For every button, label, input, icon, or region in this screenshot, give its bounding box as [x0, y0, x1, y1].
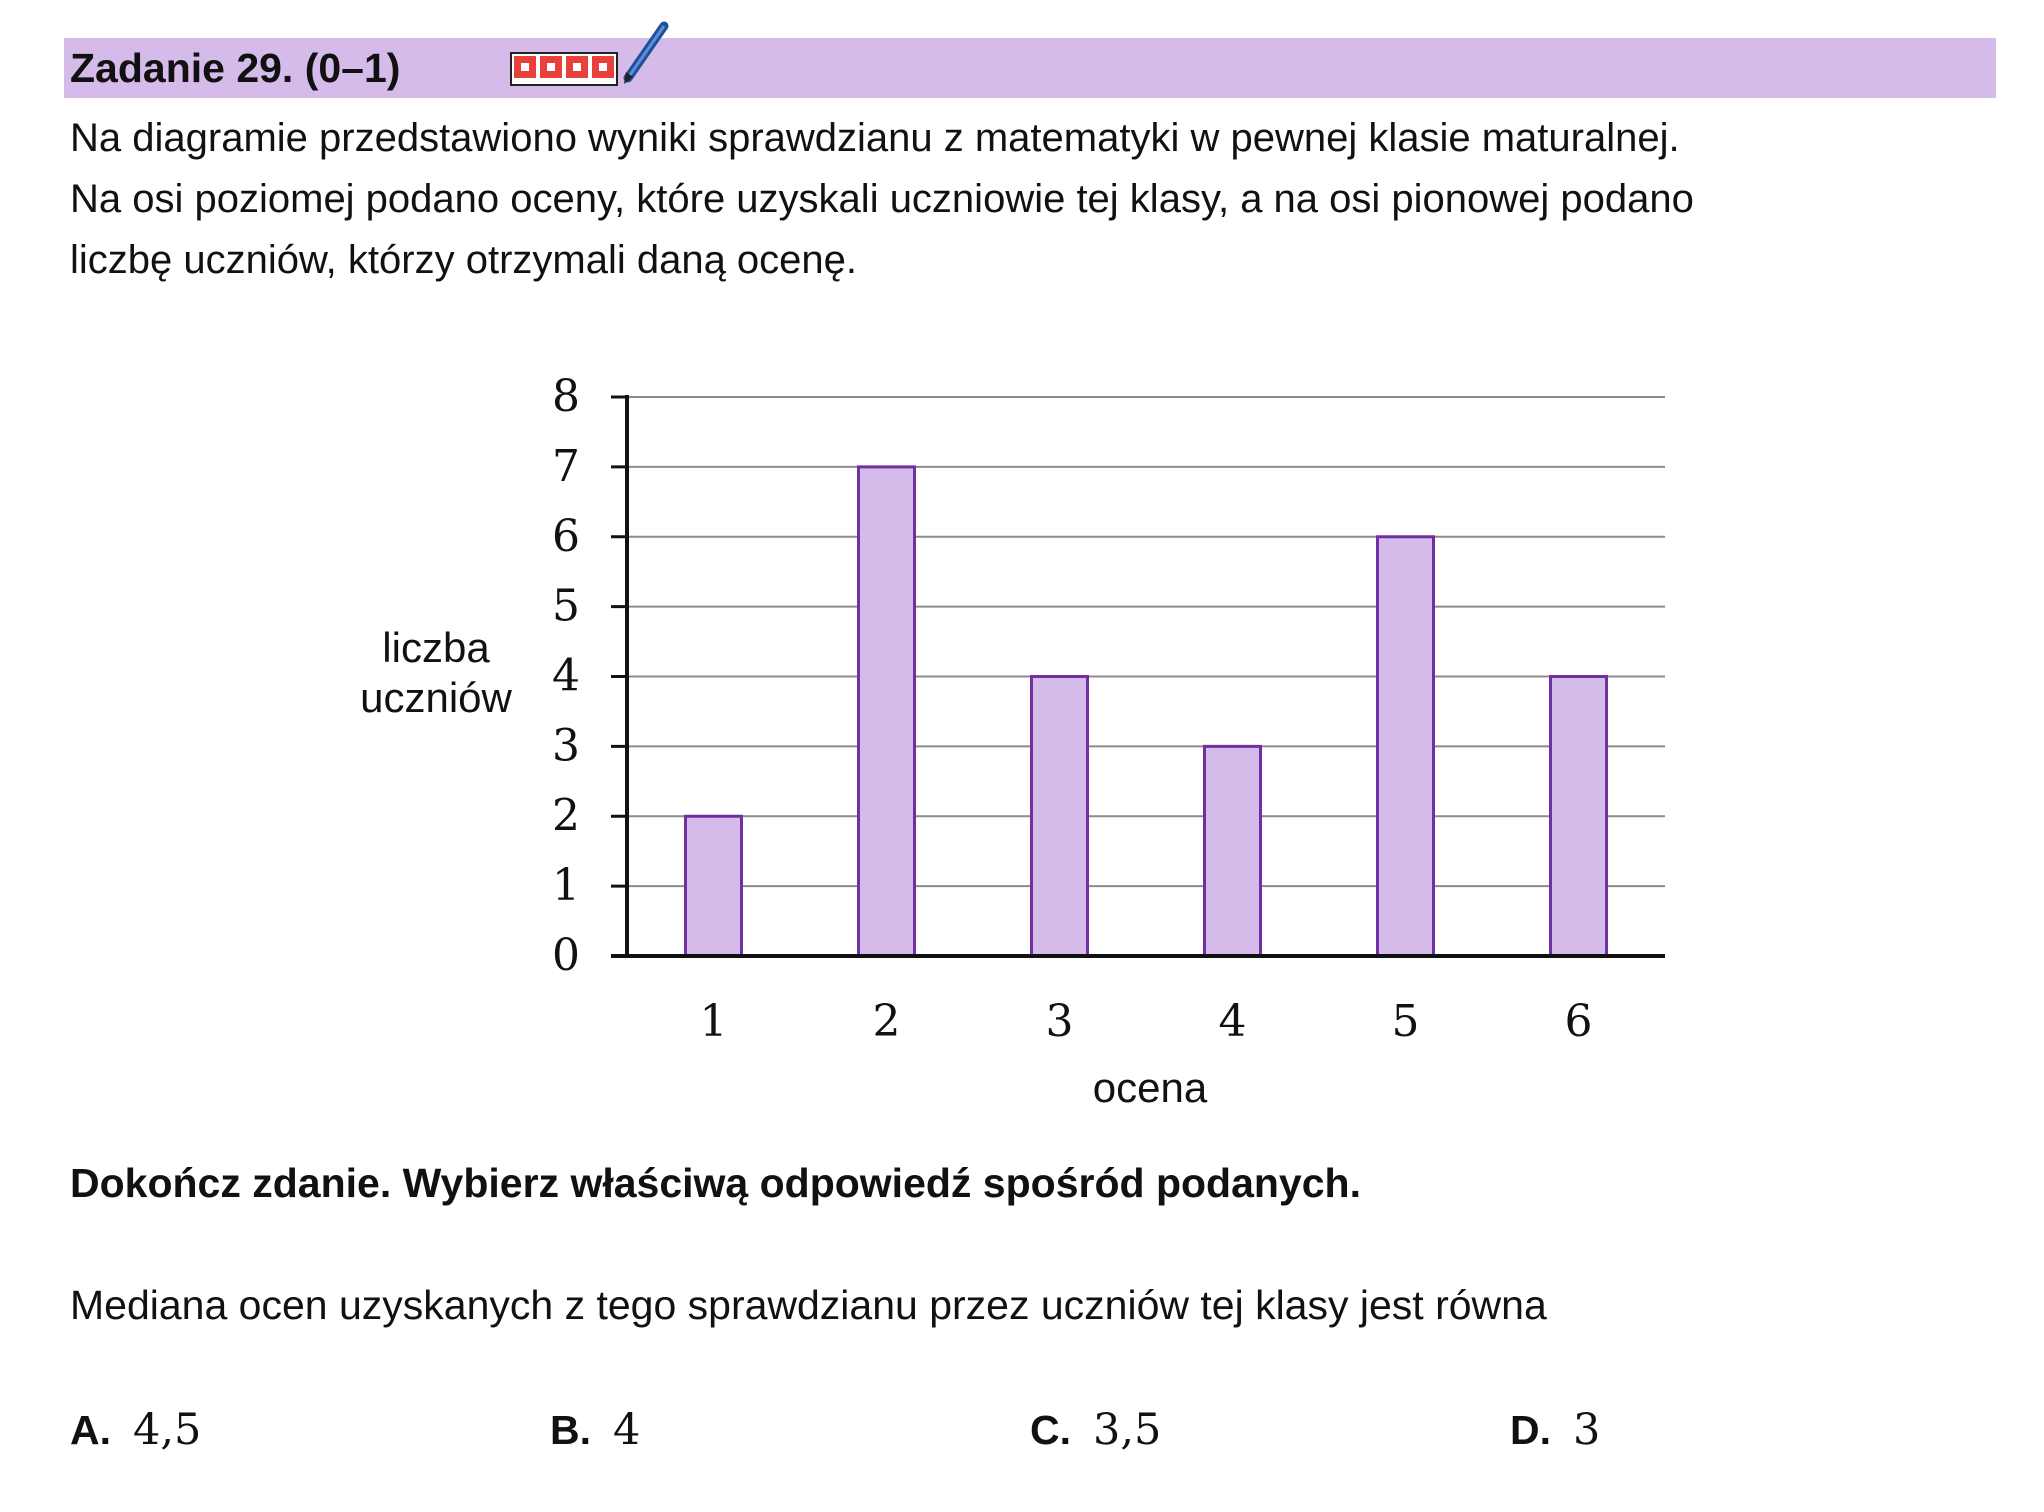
chart-bar	[1551, 677, 1607, 957]
intro-line: Na osi poziomej podano oceny, które uzyskali uczniowie tej klasy, a na osi pionowej podano	[70, 177, 1694, 221]
y-axis-label: uczniów	[360, 674, 512, 721]
answer-option-b[interactable]	[550, 1405, 640, 1455]
y-axis-label: liczba	[382, 624, 490, 671]
score-checkbox-icon[interactable]	[592, 56, 614, 78]
score-checkbox-icon[interactable]	[540, 56, 562, 78]
y-tick-label: 7	[552, 440, 580, 492]
x-tick-label: 6	[1564, 996, 1593, 1047]
y-tick-label: 8	[552, 371, 580, 422]
chart-gridlines	[627, 397, 1665, 886]
chart-bar	[1032, 677, 1088, 957]
answer-letter: D.	[1510, 1407, 1551, 1453]
y-tick-label: 1	[552, 860, 580, 912]
x-tick-label: 2	[872, 996, 901, 1047]
y-tick-label: 5	[552, 580, 580, 632]
intro-line: liczbę uczniów, którzy otrzymali daną ocenę.	[70, 238, 858, 282]
pencil-icon	[620, 20, 670, 86]
x-tick-label: 4	[1218, 996, 1247, 1047]
answer-value: 4	[613, 1405, 641, 1455]
task-intro	[70, 108, 2010, 291]
answer-value: 3,5	[1093, 1405, 1162, 1455]
chart-bars	[686, 467, 1607, 956]
answer-options	[0, 1405, 2044, 1475]
y-tick-label: 2	[552, 790, 580, 842]
x-tick-label: 3	[1045, 996, 1074, 1047]
answer-option-c[interactable]	[1030, 1405, 1161, 1455]
x-tick-label: 5	[1391, 996, 1420, 1047]
score-checkbox-group[interactable]	[510, 52, 618, 86]
score-checkbox-icon[interactable]	[514, 56, 536, 78]
x-axis-label: ocena	[1092, 1064, 1208, 1111]
y-tick-label: 0	[552, 930, 580, 981]
instruction-text: Dokończ zdanie. Wybierz właściwą odpowiedź spośród podanych.	[70, 1160, 1361, 1206]
answer-value: 4,5	[133, 1405, 202, 1455]
y-tick-label: 4	[552, 650, 580, 702]
y-tick-label: 3	[552, 720, 580, 772]
answer-option-d[interactable]	[1510, 1405, 1600, 1455]
chart-bar	[1378, 537, 1434, 956]
chart-labels	[360, 371, 1592, 1111]
x-tick-label: 1	[699, 996, 728, 1047]
chart-axes	[611, 395, 1665, 958]
chart-bar	[686, 816, 742, 956]
intro-line: Na diagramie przedstawiono wyniki sprawdzianu z matematyki w pewnej klasie maturalnej.	[70, 116, 1680, 160]
question-text: Mediana ocen uzyskanych z tego sprawdzianu przez uczniów tej klasy jest równa	[70, 1282, 1547, 1328]
y-tick-label: 6	[552, 510, 580, 562]
chart-bar	[859, 467, 915, 956]
answer-letter: A.	[70, 1407, 111, 1453]
answer-letter: C.	[1030, 1407, 1071, 1453]
score-checkbox-icon[interactable]	[566, 56, 588, 78]
answer-option-a[interactable]	[70, 1405, 201, 1455]
task-title: Zadanie 29. (0–1)	[70, 45, 401, 91]
chart-bar	[1205, 746, 1261, 956]
answer-letter: B.	[550, 1407, 591, 1453]
answer-value: 3	[1573, 1405, 1601, 1455]
